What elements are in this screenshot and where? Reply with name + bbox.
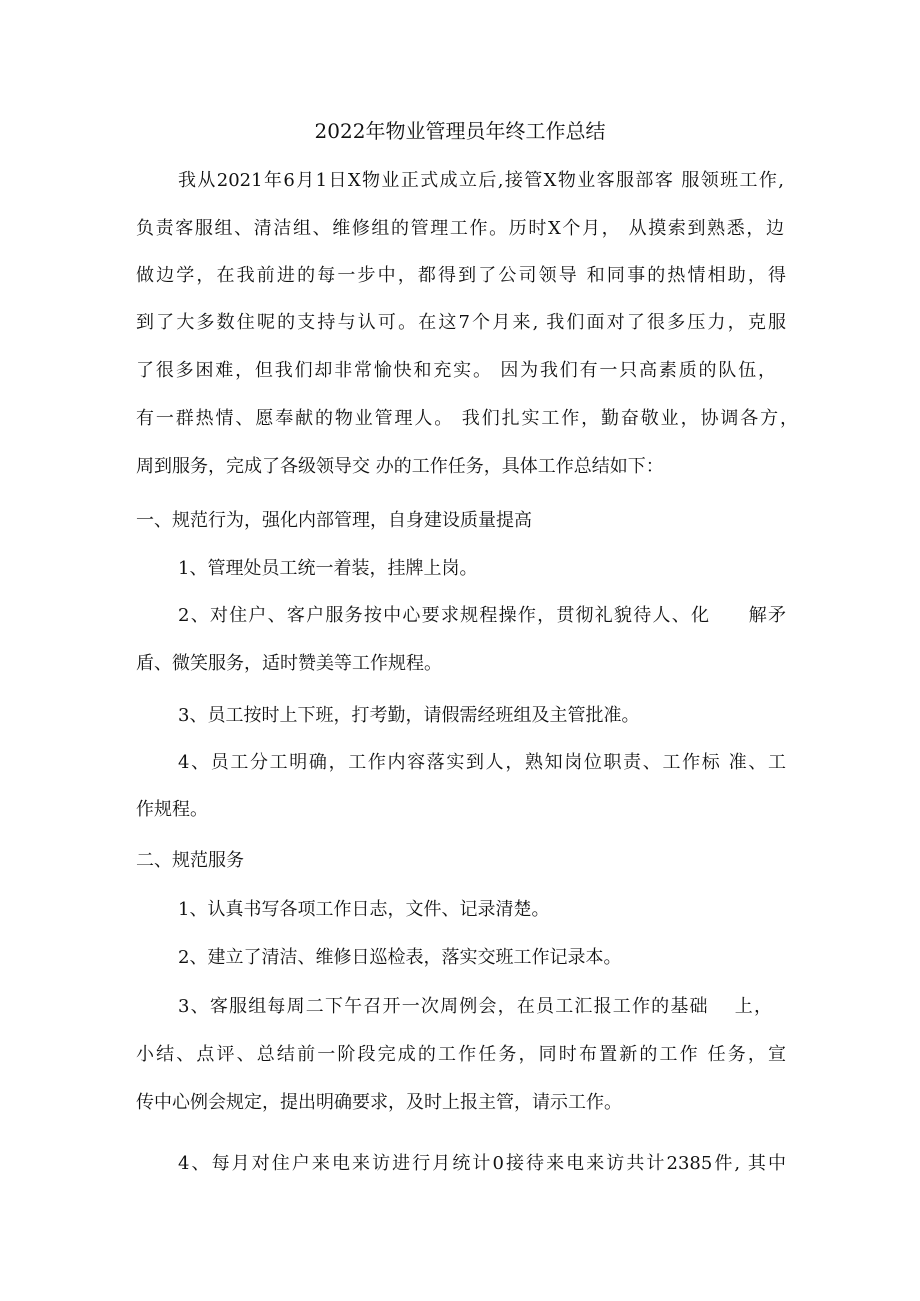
list-item-continuation: 传中心例会规定，提出明确要求，及时上报主管，请示工作。 (136, 1092, 622, 1113)
list-item: 2、建立了清洁、维修日巡检表，落实交班工作记录本。 (178, 947, 622, 968)
paragraph-line: 负责客服组、清洁组、维修组的管理工作。历时X个月， 从摸索到熟悉，边 (136, 218, 784, 239)
document-title: 2022年物业管理员年终工作总结 (314, 119, 606, 143)
list-item: 4、员工分工明确，工作内容落实到人，熟知岗位职责、工作标 准、工 (178, 752, 786, 773)
paragraph-line: 做边学，在我前进的每一步中，都得到了公司领导 和同事的热情相助，得 (136, 265, 786, 286)
paragraph-line: 到了大多数住呢的支持与认可。在这7个月来, 我们面对了很多压力，克服 (136, 312, 786, 333)
paragraph-line: 有一群热情、愿奉献的物业管理人。 我们扎实工作，勤奋敬业，协调各方， (136, 408, 798, 429)
list-item: 3、客服组每周二下午召开一次周例会，在员工汇报工作的基础 上， (178, 996, 772, 1017)
list-item: 4、每月对住户来电来访进行月统计0接待来电来访共计2385件, 其中 (178, 1153, 786, 1174)
list-item-continuation: 盾、微笑服务，适时赞美等工作规程。 (136, 653, 442, 674)
paragraph-line: 周到服务，完成了各级领导交 办的工作任务，具体工作总结如下： (136, 456, 664, 477)
list-item-continuation: 小结、点评、总结前一阶段完成的工作任务，同时布置新的工作 任务，宣 (136, 1044, 786, 1065)
paragraph-line: 我从2021年6月1日X物业正式成立后,接管X物业客服部客 服领班工作, (178, 170, 784, 191)
paragraph-line: 了很多困难，但我们却非常愉快和充实。 因为我们有一只高素质的队伍， (136, 360, 776, 381)
list-item-continuation: 作规程。 (136, 799, 208, 820)
list-item: 3、员工按时上下班，打考勤，请假需经班组及主管批准。 (178, 705, 640, 726)
section-heading: 一、规范行为，强化内部管理，自身建设质量提高 (136, 510, 532, 531)
list-item: 2、对住户、客户服务按中心要求规程操作，贯彻礼貌待人、化 解矛 (178, 605, 786, 626)
section-heading: 二、规范服务 (136, 850, 244, 871)
list-item: 1、管理处员工统一着装，挂牌上岗。 (178, 558, 478, 579)
list-item: 1、认真书写各项工作日志，文件、记录清楚。 (178, 899, 550, 920)
